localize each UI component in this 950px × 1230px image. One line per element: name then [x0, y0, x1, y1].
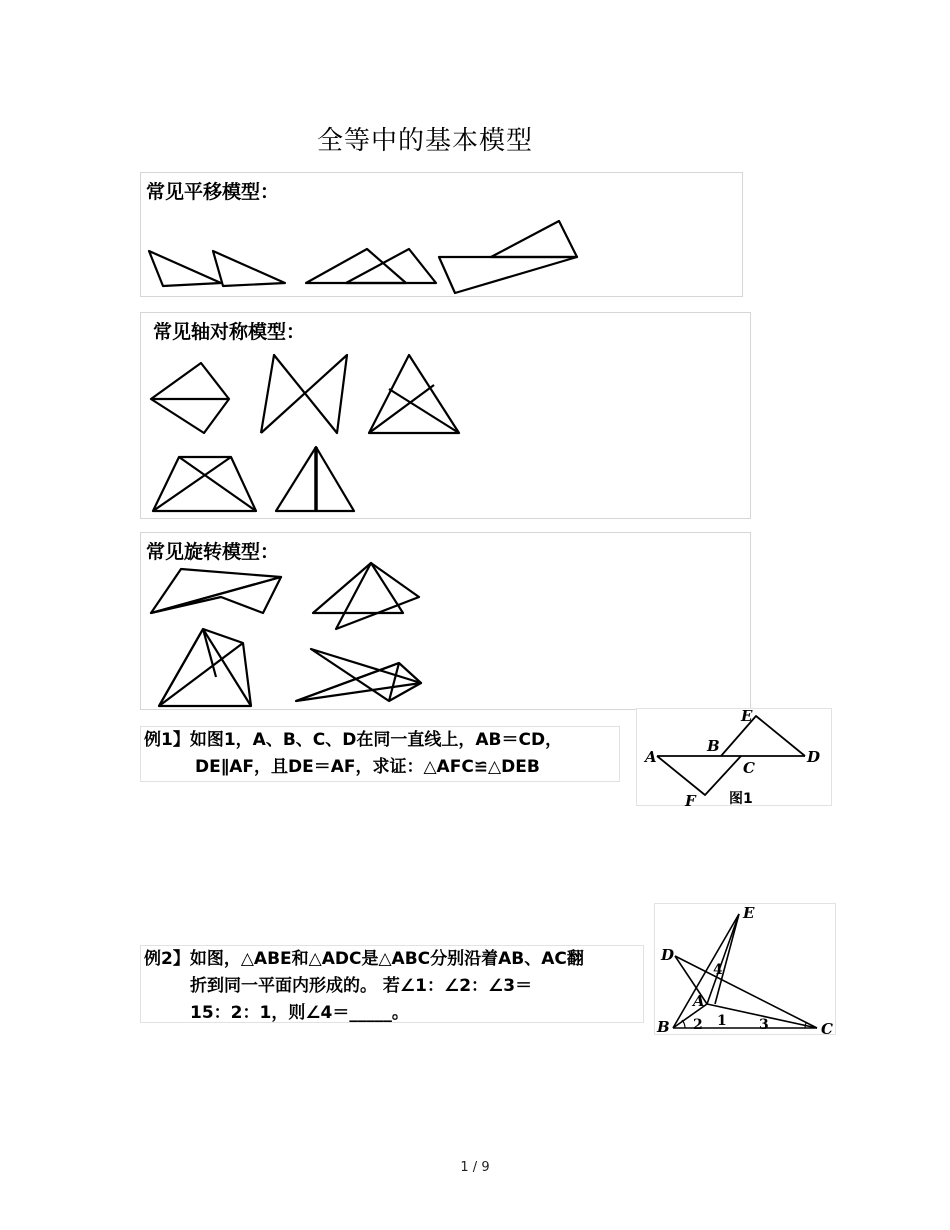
symmetry-figure-triangle-altitude: [276, 447, 354, 511]
example-2-line-3: 15：2：1，则∠4＝_____。: [190, 1003, 409, 1023]
rotation-figure-2: [313, 563, 419, 629]
rotation-model-figures: [141, 533, 752, 711]
example-1-figure: [637, 709, 833, 807]
page-indicator: 1 / 9: [460, 1160, 490, 1175]
angle-2-label: 2: [693, 1017, 703, 1033]
symmetry-figure-kite: [151, 363, 229, 433]
example-1-line-1: 如图1，A、B、C、D在同一直线上，AB＝CD，: [189, 730, 563, 750]
point-a-label: A: [645, 748, 657, 766]
example-2-line-1: 如图，△ABE和△ADC是△ABC分别沿着AB、AC翻: [189, 949, 584, 969]
angle-1-label: 1: [717, 1013, 727, 1029]
example-1-figure-box: [636, 708, 832, 806]
example-2-line-2: 折到同一平面内形成的。 若∠1：∠2：∠3＝: [190, 976, 533, 996]
example-1-line-2: DE∥AF，且DE＝AF，求证：△AFC≌△DEB: [195, 757, 540, 777]
rotation-model-panel: [140, 532, 751, 710]
example-2-figure: [655, 904, 837, 1036]
example-2-label: 例2】: [144, 949, 190, 969]
figure-1-caption: 图1: [729, 791, 753, 807]
translation-model-panel: [140, 172, 743, 297]
rotation-figure-4: [296, 649, 421, 701]
symmetry-figure-a-shape: [369, 355, 459, 433]
translation-figure-1: [149, 251, 285, 286]
point-d-label: D: [807, 748, 821, 766]
example-1-label: 例1】: [144, 730, 190, 750]
translation-model-figures: [141, 173, 744, 298]
example-1-text-box: [140, 726, 620, 782]
rotation-figure-3: [159, 629, 251, 706]
point-e-label: E: [741, 709, 753, 725]
point-f-label: F: [685, 792, 696, 807]
translation-figure-2: [306, 249, 436, 283]
example-2-text-box: [140, 945, 644, 1023]
example-2-figure-box: [654, 903, 836, 1035]
symmetry-figure-m-shape: [261, 355, 347, 433]
rotation-model-heading: 常见旋转模型：: [146, 541, 280, 563]
point-c-label: C: [743, 759, 755, 777]
symmetry-model-heading: 常见轴对称模型：: [153, 321, 306, 343]
symmetry-model-figures: [141, 313, 752, 520]
page-title: 全等中的基本模型: [316, 126, 533, 156]
point-c-label-2: C: [821, 1020, 833, 1036]
symmetry-figure-trapezoid: [153, 457, 256, 511]
point-b-label-2: B: [657, 1018, 670, 1036]
point-d-label-2: D: [661, 946, 675, 964]
translation-model-heading: 常见平移模型：: [146, 181, 280, 203]
symmetry-model-panel: [140, 312, 751, 519]
angle-3-label: 3: [759, 1017, 769, 1033]
translation-figure-3: [439, 221, 577, 293]
point-b-label: B: [707, 737, 720, 755]
angle-4-label: 4: [713, 962, 723, 978]
point-a-label-2: A: [693, 992, 705, 1010]
rotation-figure-1: [151, 569, 281, 613]
point-e-label-2: E: [743, 904, 755, 922]
